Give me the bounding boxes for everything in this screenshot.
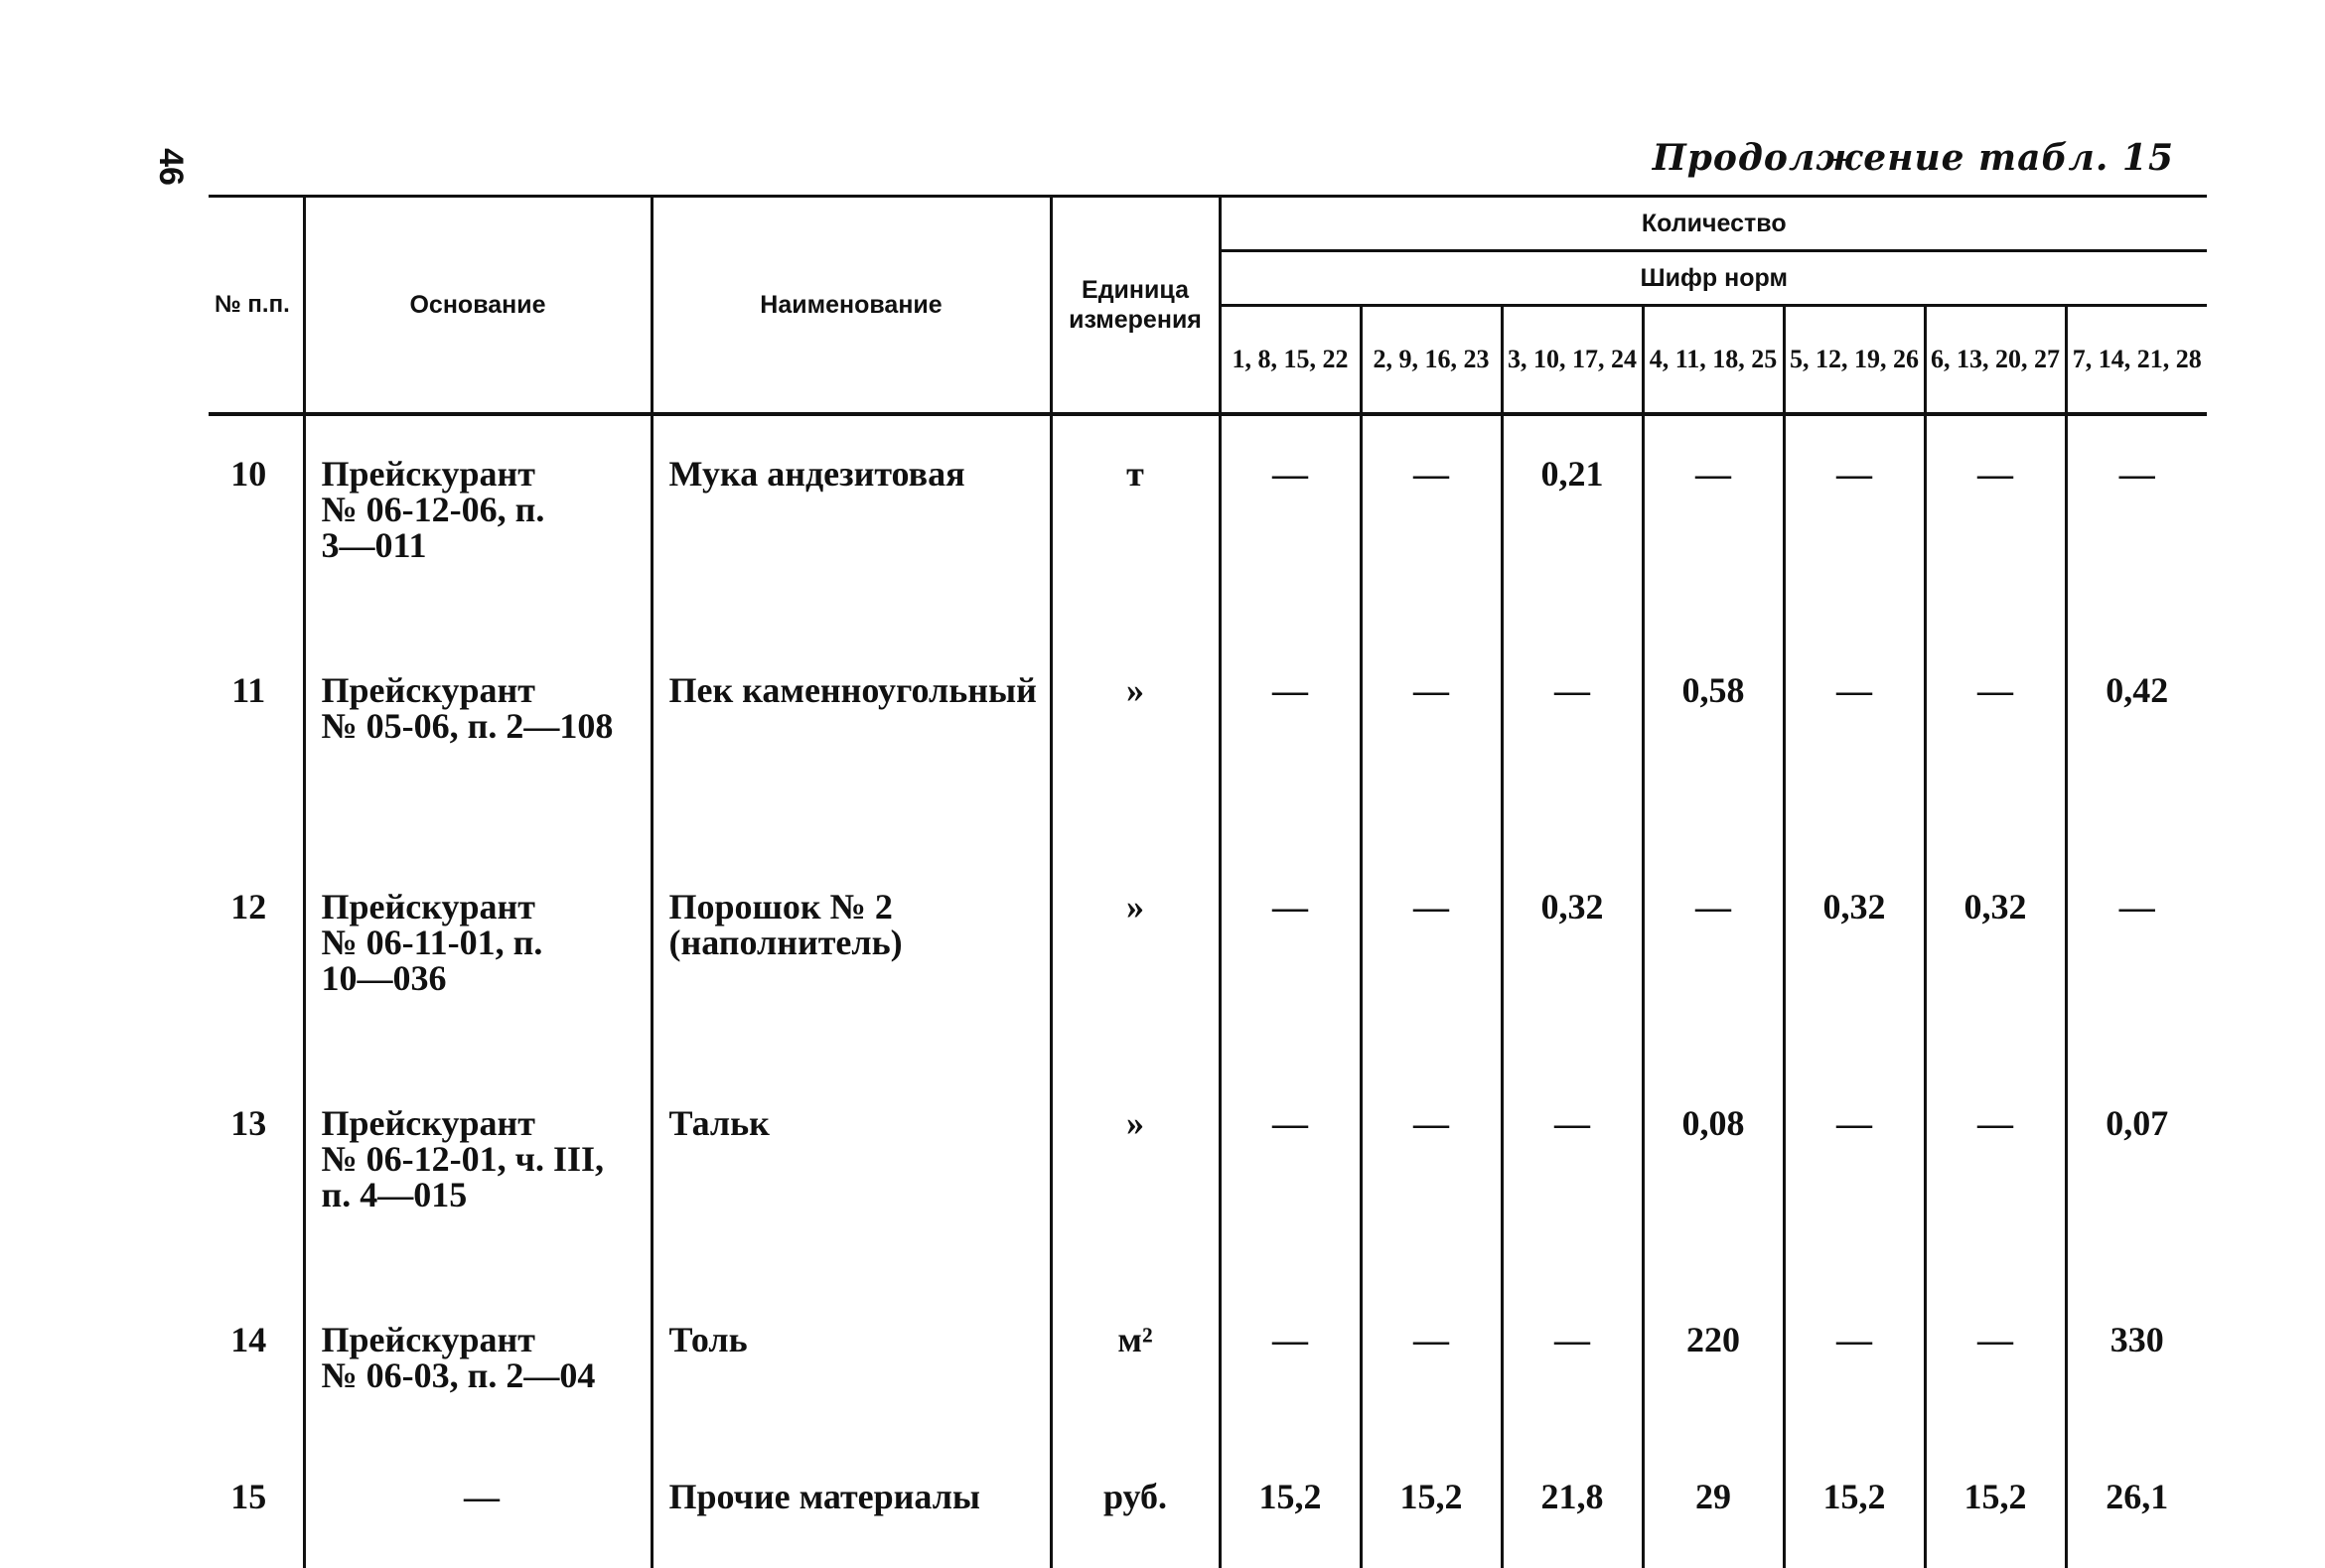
- row-value: —: [1925, 1066, 2066, 1282]
- row-number: 13: [230, 1103, 267, 1143]
- header-norm-code: Шифр норм: [1220, 251, 2207, 306]
- header-code-3: 3, 10, 17, 24: [1502, 306, 1643, 415]
- basis-line: № 05-06, п. 2—108: [321, 706, 614, 746]
- row-value: —: [1925, 1282, 2066, 1437]
- basis-line: Прейскурант: [321, 1103, 535, 1143]
- header-code-2: 2, 9, 16, 23: [1361, 306, 1502, 415]
- row-name: Толь: [652, 1282, 1051, 1437]
- basis-line: Прейскурант: [321, 670, 535, 710]
- header-code-1: 1, 8, 15, 22: [1220, 306, 1361, 415]
- table-caption: Продолжение табл. 15: [1652, 137, 2174, 179]
- row-value: 0,32: [1925, 849, 2066, 1066]
- row-value: —: [1220, 849, 1361, 1066]
- row-value: —: [1643, 849, 1784, 1066]
- table-header: [209, 197, 2207, 415]
- row-value: —: [1361, 1282, 1502, 1437]
- table-row: [209, 414, 2207, 633]
- row-value: —: [1784, 1282, 1925, 1437]
- row-value: 29: [1643, 1437, 1784, 1568]
- row-value: —: [1502, 1066, 1643, 1282]
- header-basis: Основание: [304, 197, 652, 415]
- row-number: 14: [230, 1320, 267, 1359]
- row-value: —: [1220, 1282, 1361, 1437]
- table-row: [209, 633, 2207, 849]
- row-name: Порошок № 2 (наполнитель): [652, 849, 1051, 1066]
- row-basis: [304, 633, 652, 849]
- table-row: [209, 1066, 2207, 1282]
- row-value: 21,8: [1502, 1437, 1643, 1568]
- basis-line: Прейскурант: [321, 887, 535, 927]
- row-value: —: [1220, 633, 1361, 849]
- row-number: 10: [230, 454, 267, 494]
- row-unit: т: [1051, 414, 1220, 633]
- row-value: —: [1361, 633, 1502, 849]
- row-value: —: [2066, 849, 2207, 1066]
- table-row: [209, 1437, 2207, 1568]
- row-value: 0,32: [1502, 849, 1643, 1066]
- basis-line: Прейскурант: [321, 1320, 535, 1359]
- row-value: —: [1784, 1066, 1925, 1282]
- row-value: 220: [1643, 1282, 1784, 1437]
- row-value: 26,1: [2066, 1437, 2207, 1568]
- row-number: 11: [231, 670, 266, 710]
- row-value: 0,58: [1643, 633, 1784, 849]
- basis-line: № 06-12-01, ч. III,: [321, 1139, 604, 1179]
- row-value: 0,42: [2066, 633, 2207, 849]
- row-name: Пек каменноугольный: [652, 633, 1051, 849]
- table-row: [209, 1282, 2207, 1437]
- row-value: —: [1502, 1282, 1643, 1437]
- header-name: Наименование: [652, 197, 1051, 415]
- basis-line: 3—011: [321, 525, 427, 565]
- row-value: —: [2066, 414, 2207, 633]
- header-code-7: 7, 14, 21, 28: [2066, 306, 2207, 415]
- basis-line: —: [464, 1477, 500, 1516]
- basis-line: Прейскурант: [321, 454, 535, 494]
- header-quantity: Количество: [1220, 197, 2207, 251]
- row-value: —: [1784, 414, 1925, 633]
- row-value: 0,08: [1643, 1066, 1784, 1282]
- basis-line: № 06-12-06, п.: [321, 490, 545, 529]
- row-value: —: [1361, 1066, 1502, 1282]
- row-basis: [304, 1066, 652, 1282]
- row-basis: [304, 1282, 652, 1437]
- row-unit: »: [1051, 1066, 1220, 1282]
- table-row: [209, 849, 2207, 1066]
- header-code-4: 4, 11, 18, 25: [1643, 306, 1784, 415]
- row-value: 0,07: [2066, 1066, 2207, 1282]
- row-value: —: [1361, 414, 1502, 633]
- basis-line: № 06-11-01, п.: [321, 923, 543, 962]
- header-num: № п.п.: [209, 197, 304, 415]
- materials-table: [209, 195, 2207, 1568]
- row-unit: »: [1051, 633, 1220, 849]
- row-value: 330: [2066, 1282, 2207, 1437]
- row-value: —: [1502, 633, 1643, 849]
- row-value: —: [1784, 633, 1925, 849]
- row-unit: »: [1051, 849, 1220, 1066]
- row-value: —: [1925, 633, 2066, 849]
- row-value: 15,2: [1220, 1437, 1361, 1568]
- header-code-6: 6, 13, 20, 27: [1925, 306, 2066, 415]
- row-name: Тальк: [652, 1066, 1051, 1282]
- row-value: 15,2: [1784, 1437, 1925, 1568]
- row-name: Прочие материалы: [652, 1437, 1051, 1568]
- row-number: 15: [230, 1477, 267, 1516]
- row-unit: м²: [1051, 1282, 1220, 1437]
- row-basis: [304, 1437, 652, 1568]
- basis-line: № 06-03, п. 2—04: [321, 1355, 596, 1395]
- row-unit: руб.: [1051, 1437, 1220, 1568]
- header-unit: Единица измерения: [1051, 197, 1220, 415]
- row-value: 15,2: [1925, 1437, 2066, 1568]
- row-value: 0,21: [1502, 414, 1643, 633]
- table-body: [209, 414, 2207, 1568]
- row-value: —: [1643, 414, 1784, 633]
- row-value: —: [1361, 849, 1502, 1066]
- basis-line: 10—036: [321, 958, 447, 998]
- header-code-5: 5, 12, 19, 26: [1784, 306, 1925, 415]
- row-value: 0,32: [1784, 849, 1925, 1066]
- row-value: —: [1220, 1066, 1361, 1282]
- row-value: 15,2: [1361, 1437, 1502, 1568]
- row-value: —: [1925, 414, 2066, 633]
- row-basis: [304, 414, 652, 633]
- row-name: Мука андезитовая: [652, 414, 1051, 633]
- row-number: 12: [230, 887, 267, 927]
- basis-line: п. 4—015: [321, 1175, 468, 1214]
- row-value: —: [1220, 414, 1361, 633]
- row-basis: [304, 849, 652, 1066]
- page-number: 46: [152, 148, 190, 186]
